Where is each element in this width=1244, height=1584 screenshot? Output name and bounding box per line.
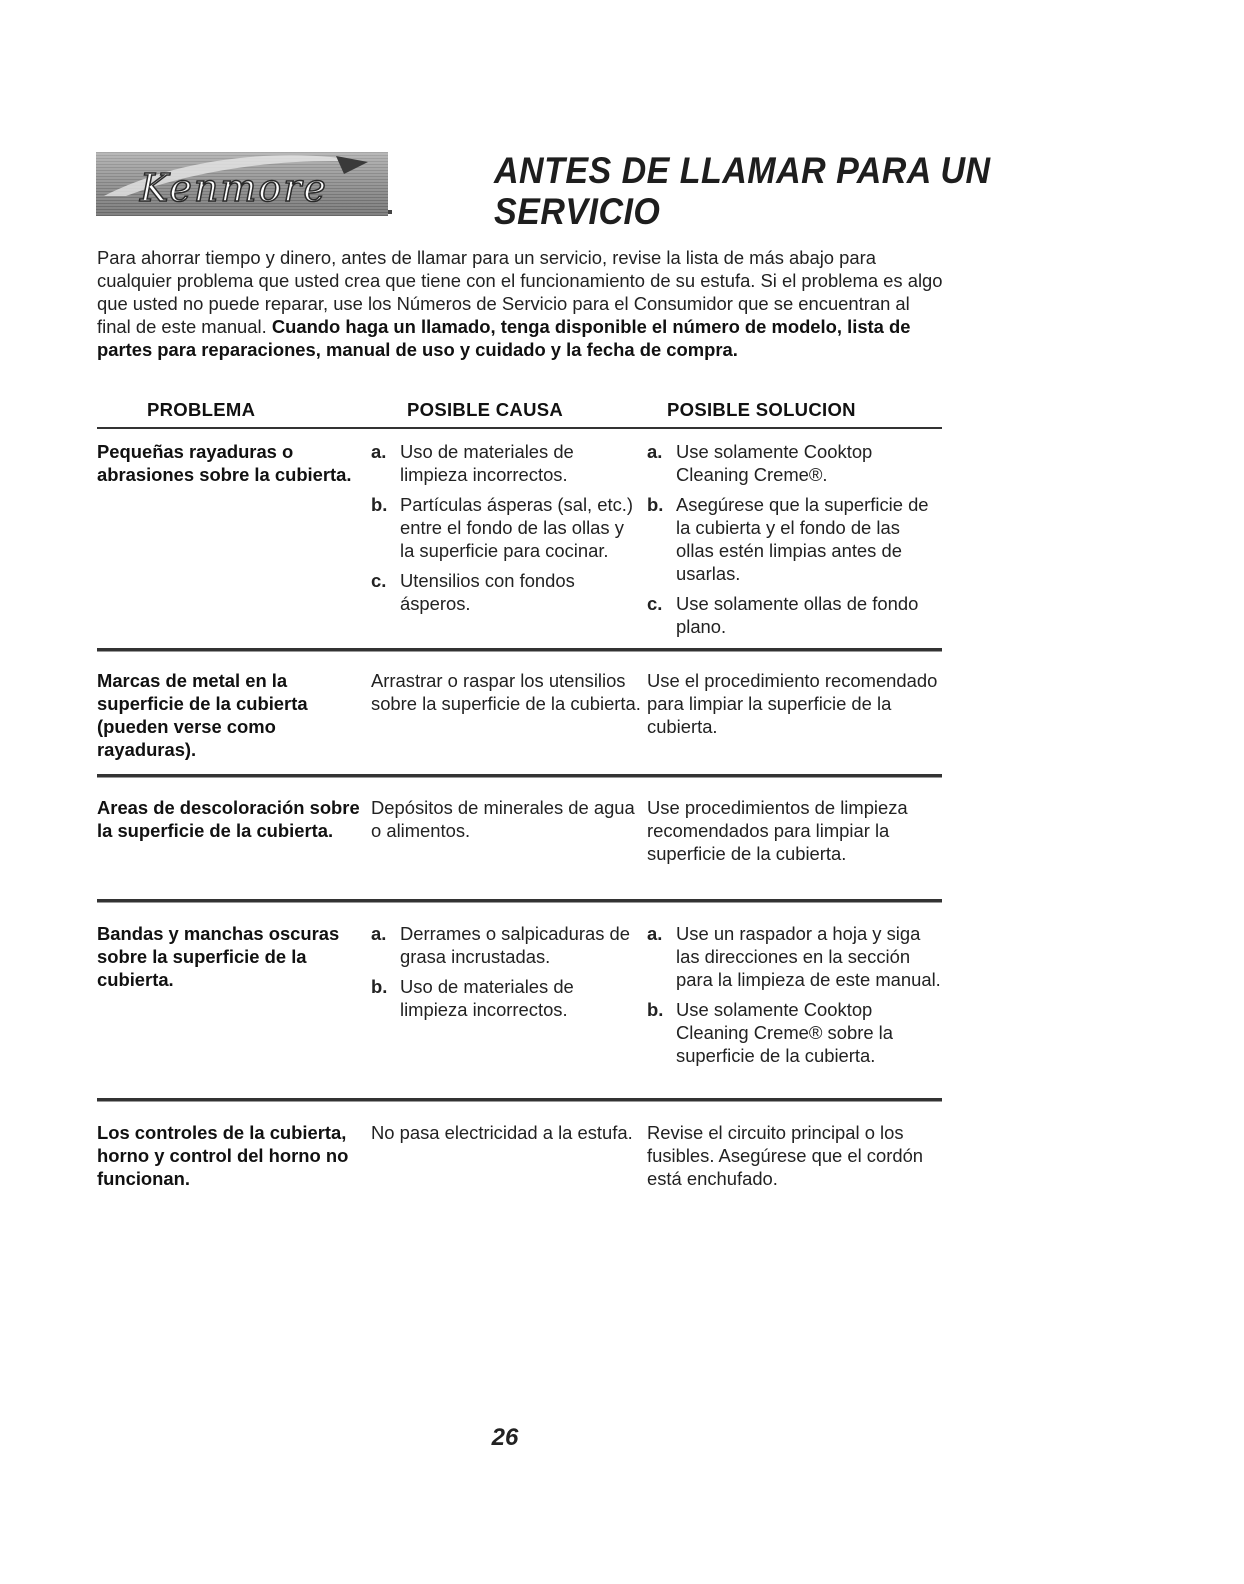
header-posible-solucion: POSIBLE SOLUCION: [667, 399, 856, 420]
header-posible-causa: POSIBLE CAUSA: [407, 399, 564, 420]
problem-cell: Pequeñas rayaduras o abrasiones sobre la cubierta.: [97, 441, 352, 485]
list-item: [371, 569, 643, 615]
solution-cell: [647, 922, 942, 1074]
problem-cell: Bandas y manchas oscuras sobre la superficie de la cubierta.: [97, 923, 340, 990]
list-item: [647, 440, 942, 486]
cause-cell: [371, 440, 643, 622]
item-label: a.: [647, 441, 663, 462]
item-text: Use un raspador a hoja y siga las direcciones en la sección para la limpieza de este manual.: [676, 923, 941, 990]
item-label: a.: [647, 923, 663, 944]
solution-cell: Revise el circuito principal o los fusibles. Asegúrese que el cordón está enchufado.: [647, 1122, 924, 1189]
row-divider: [97, 1098, 942, 1102]
header-problema: PROBLEMA: [147, 399, 256, 420]
item-label: c.: [371, 570, 387, 591]
problem-cell: Areas de descoloración sobre la superficie de la cubierta.: [97, 797, 360, 841]
item-label: b.: [371, 976, 388, 997]
list-item: [647, 592, 942, 638]
intro-text: Para ahorrar tiempo y dinero, antes de llamar para un servicio, revise la lista de más abajo para cualquier problema que usted crea que tiene con el funcionamiento de su estufa. Si el problema es algo que usted no puede reparar, use los Números de Servicio para el Consumidor que se encuentran al final de este manual.: [97, 247, 943, 337]
intro-bold-text: Cuando haga un llamado, tenga disponible el número de modelo, lista de partes para reparaciones, manual de uso y cuidado y la fecha de compra.: [97, 316, 911, 360]
cause-cell: No pasa electricidad a la estufa.: [371, 1122, 633, 1143]
page-title-line-1: ANTES DE LLAMAR PARA UN: [494, 150, 991, 191]
row-divider: [97, 774, 942, 778]
cause-cell: [371, 922, 643, 1028]
item-text: Utensilios con fondos ásperos.: [400, 570, 575, 614]
kenmore-logo-text: Kenmore: [140, 166, 328, 210]
item-text: Use solamente Cooktop Cleaning Creme®.: [676, 441, 873, 485]
list-item: [647, 493, 942, 585]
cause-cell: Depósitos de minerales de agua o alimentos.: [371, 797, 635, 841]
intro-paragraph: [97, 246, 947, 361]
item-label: b.: [371, 494, 388, 515]
solution-cell: Use el procedimiento recomendado para limpiar la superficie de la cubierta.: [647, 670, 938, 737]
list-item: [647, 998, 942, 1067]
item-text: Derrames o salpicaduras de grasa incrustadas.: [400, 923, 630, 967]
item-text: Partículas ásperas (sal, etc.) entre el fondo de las ollas y la superficie para cocinar.: [400, 494, 634, 561]
cause-cell: Arrastrar o raspar los utensilios sobre la superficie de la cubierta.: [371, 670, 641, 714]
kenmore-logo: [96, 152, 396, 218]
row-divider: [97, 899, 942, 903]
item-text: Asegúrese que la superficie de la cubierta y el fondo de las ollas estén limpias antes de usarlas.: [676, 494, 929, 584]
item-label: b.: [647, 999, 664, 1020]
problem-cell: Marcas de metal en la superficie de la cubierta (pueden verse como rayaduras).: [97, 670, 308, 760]
list-item: [371, 440, 643, 486]
item-label: c.: [647, 593, 663, 614]
list-item: [647, 922, 942, 991]
table-header: [97, 397, 942, 429]
page-number: 26: [491, 1424, 519, 1451]
item-label: a.: [371, 923, 387, 944]
page-title-line-2: SERVICIO: [494, 191, 661, 232]
page-title: [494, 150, 1009, 232]
item-text: Use solamente Cooktop Cleaning Creme® sobre la superficie de la cubierta.: [676, 999, 893, 1066]
row-divider: [97, 648, 942, 652]
solution-cell: [647, 440, 942, 645]
item-text: Use solamente ollas de fondo plano.: [676, 593, 919, 637]
item-text: Uso de materiales de limpieza incorrectos.: [400, 441, 574, 485]
item-label: a.: [371, 441, 387, 462]
solution-cell: Use procedimientos de limpieza recomendados para limpiar la superficie de la cubierta.: [647, 797, 908, 864]
item-label: b.: [647, 494, 664, 515]
list-item: [371, 493, 643, 562]
item-text: Uso de materiales de limpieza incorrectos.: [400, 976, 574, 1020]
list-item: [371, 922, 643, 968]
list-item: [371, 975, 643, 1021]
problem-cell: Los controles de la cubierta, horno y control del horno no funcionan.: [97, 1122, 349, 1189]
